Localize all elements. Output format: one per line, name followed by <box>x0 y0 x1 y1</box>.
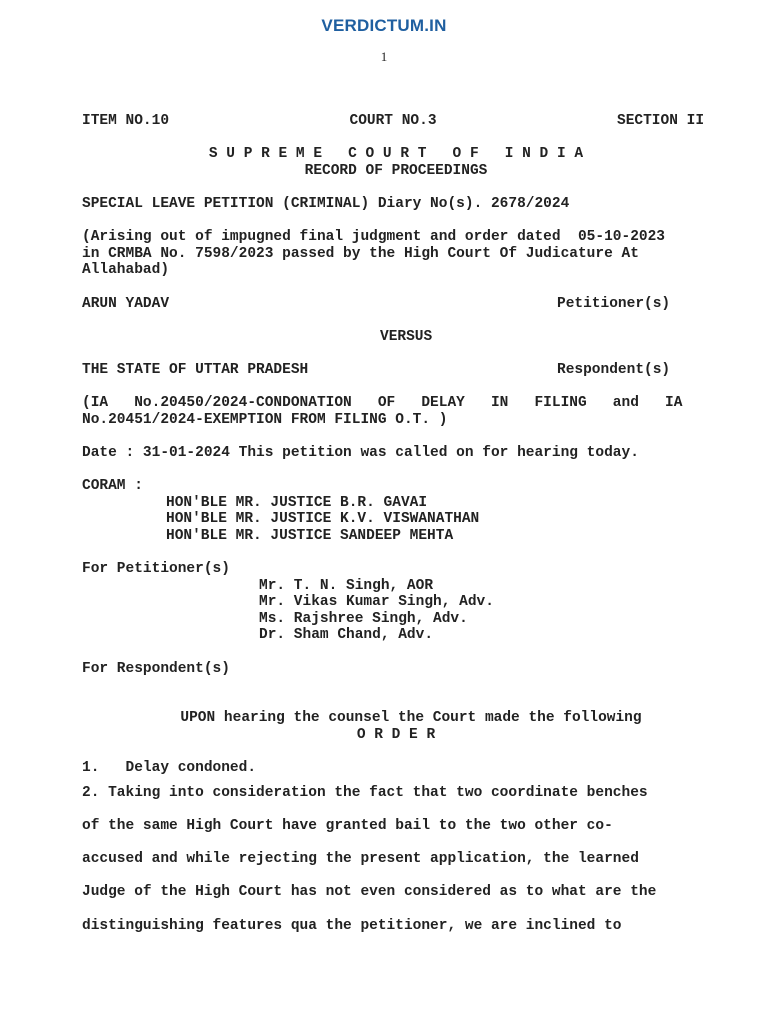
petition-title: SPECIAL LEAVE PETITION (CRIMINAL) Diary No(s). 2678/2024 <box>82 195 570 212</box>
for-petitioner-label: For Petitioner(s) <box>82 561 230 578</box>
coram-judge: HON'BLE MR. JUSTICE SANDEEP MEHTA <box>166 527 454 544</box>
petitioner-counsel: Dr. Sham Chand, Adv. <box>259 627 434 644</box>
order-heading: O R D E R <box>356 726 436 743</box>
petitioner-row <box>82 296 710 313</box>
order-para-2-line: Judge of the High Court has not even considered as to what are the <box>82 884 657 901</box>
order-para-2-line: 2. Taking into consideration the fact that two coordinate benches <box>82 784 648 801</box>
upon-hearing-line: UPON hearing the counsel the Court made the following <box>180 710 642 727</box>
ia-line-1: (IA No.20450/2024-CONDONATION OF DELAY IN FILING and IA <box>82 395 683 412</box>
order-para-2-line: accused and while rejecting the present application, the learned <box>82 851 639 868</box>
document-body <box>82 113 710 943</box>
respondent-row <box>82 362 710 379</box>
petitioner-counsel: Mr. T. N. Singh, AOR <box>259 577 434 594</box>
petitioner-counsel: Ms. Rajshree Singh, Adv. <box>259 610 468 627</box>
page-number: 1 <box>380 49 388 64</box>
coram-label: CORAM : <box>82 478 143 495</box>
petitioner-role: Petitioner(s) <box>557 295 671 312</box>
order-para-2-line: of the same High Court have granted bail to the two other co- <box>82 817 613 834</box>
petitioner-counsel: Mr. Vikas Kumar Singh, Adv. <box>259 594 494 611</box>
arising-line-2: in CRMBA No. 7598/2023 passed by the High Court Of Judicature At <box>82 245 639 262</box>
court-number: COURT NO.3 <box>349 113 437 129</box>
hearing-date-line: Date : 31-01-2024 This petition was called on for hearing today. <box>82 444 639 461</box>
record-of-proceedings: RECORD OF PROCEEDINGS <box>304 162 488 179</box>
order-para-1: 1. Delay condoned. <box>82 760 257 777</box>
order-para-2 <box>82 777 710 943</box>
for-respondent-label: For Respondent(s) <box>82 660 230 677</box>
order-para-2-line: distinguishing features qua the petitioner, we are inclined to <box>82 917 622 934</box>
item-court-section-row <box>82 113 710 130</box>
respondent-role: Respondent(s) <box>557 361 671 378</box>
verdictum-watermark: VERDICTUM.IN <box>321 16 447 35</box>
coram-judge: HON'BLE MR. JUSTICE B.R. GAVAI <box>166 494 428 511</box>
coram-judge: HON'BLE MR. JUSTICE K.V. VISWANATHAN <box>166 511 480 528</box>
respondent-name: THE STATE OF UTTAR PRADESH <box>82 361 309 378</box>
arising-line-1: (Arising out of impugned final judgment and order dated 05-10-2023 <box>82 229 665 246</box>
ia-line-2: No.20451/2024-EXEMPTION FROM FILING O.T. ) <box>82 411 448 428</box>
section-label: SECTION II <box>617 113 705 129</box>
petitioner-name: ARUN YADAV <box>82 295 170 312</box>
court-title: S U P R E M E C O U R T O F I N D I A <box>208 146 584 163</box>
versus-label: VERSUS <box>380 328 433 345</box>
item-number: ITEM NO.10 <box>82 113 170 129</box>
arising-line-3: Allahabad) <box>82 262 170 279</box>
